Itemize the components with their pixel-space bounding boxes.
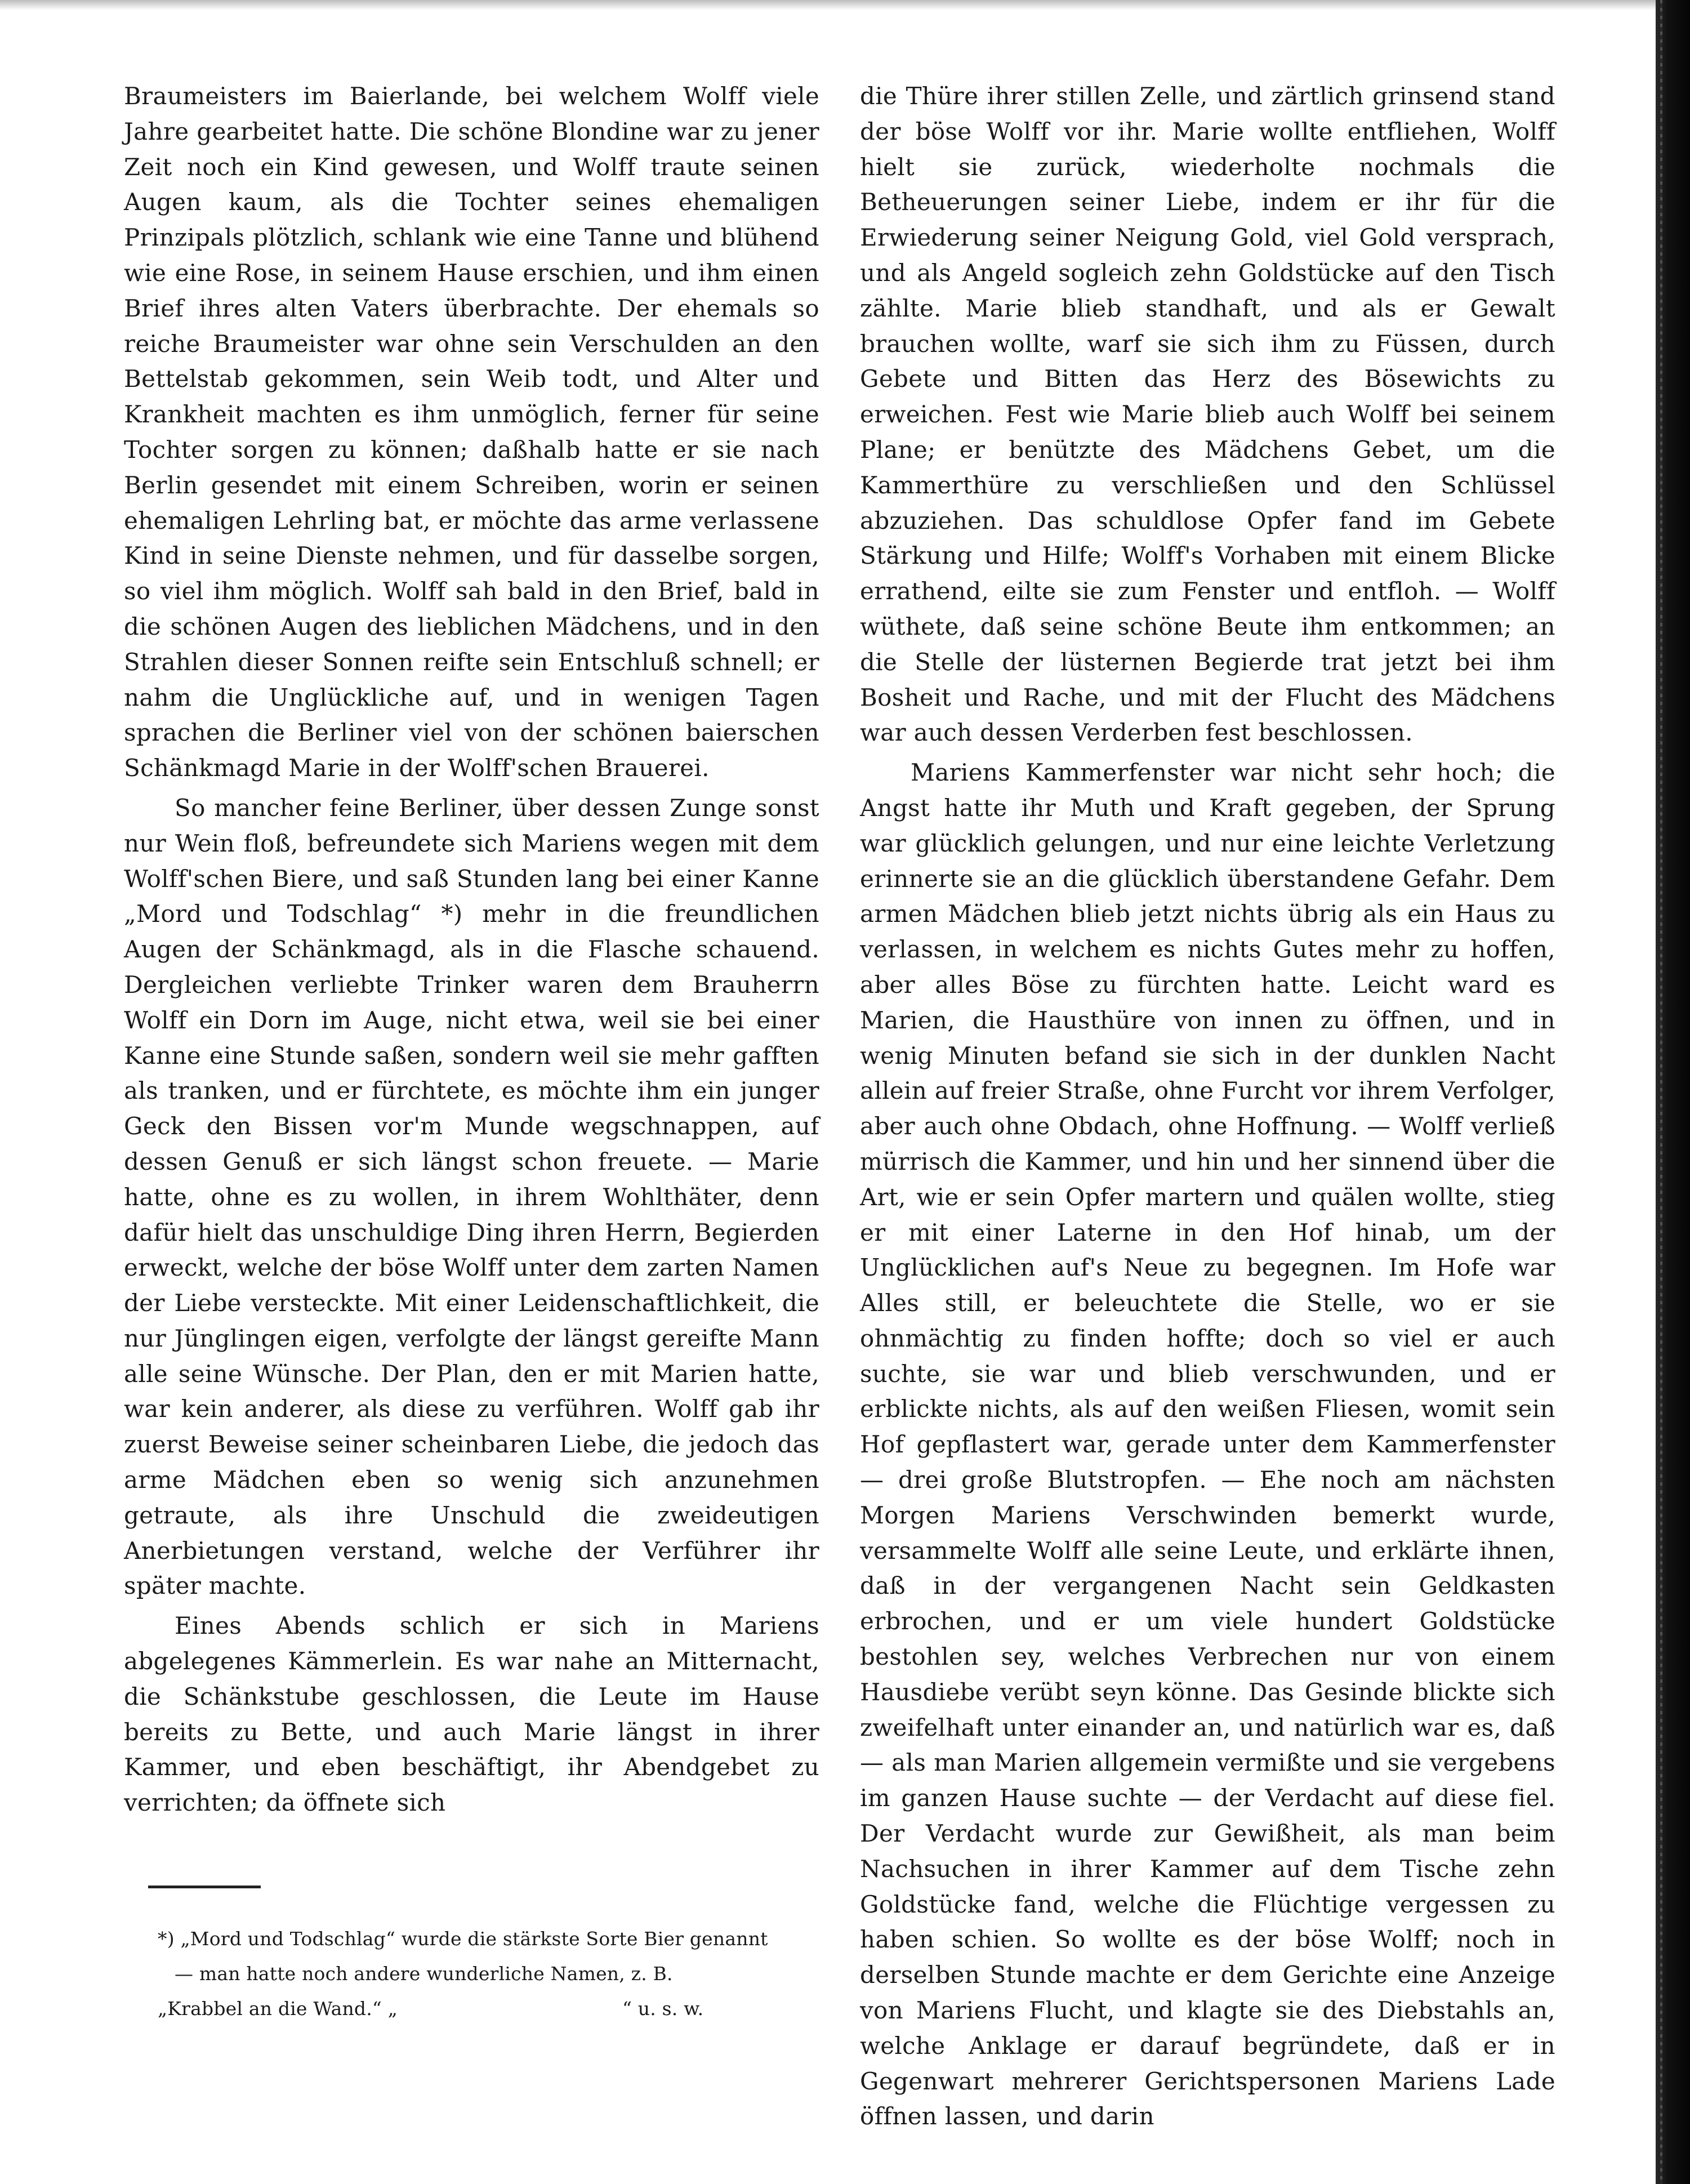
right-paragraph-2: Mariens Kammerfenster war nicht sehr hoch; die Angst hatte ihr Muth und Kraft gegeben, der Sprung war glücklich gelungen, und nur eine leichte Verletzung erinnerte sie an die glücklich überstandene Gefahr. Dem armen Mädchen blieb jetzt nichts übrig als ein Haus zu verlassen, in welchem es nichts Gutes mehr zu hoffen, aber alles Böse zu fürchten hatte. Leicht ward es Marien, die Hausthüre von innen zu öffnen, und in wenig Minuten befand sie sich in der dunklen Nacht allein auf freier Straße, ohne Furcht vor ihrem Verfolger, aber auch ohne Obdach, ohne Hoffnung. — Wolff verließ mürrisch die Kammer, und hin und her sinnend über die Art, wie er sein Opfer martern und quälen wollte, stieg er mit einer Laterne in den Hof hinab, um der Unglücklichen auf's Neue zu begegnen. Im Hofe war Alles still, er beleuchtete die Stelle, wo er sie ohnmächtig zu finden hoffte; doch so viel er auch suchte, sie war und blieb verschwunden, und er erblickte nichts, als auf den weißen Fliesen, womit sein Hof gepflastert war, gerade unter dem Kammerfenster — drei große Blutstropfen. — Ehe noch am nächsten Morgen Mariens Verschwinden bemerkt wurde, versammelte Wolff alle seine Leute, und erklärte ihnen, daß in der vergangenen Nacht sein Geldkasten erbrochen, und er um viele hundert Goldstücke bestohlen sey, welches Verbrechen nur von einem Hausdiebe verübt seyn könne. Das Gesinde blickte sich zweifelhaft unter einander an, und natürlich war es, daß — als man Marien allgemein vermißte und sie vergebens im ganzen Hause suchte — der Verdacht auf diese fiel. Der Verdacht wurde zur Gewißheit, als man beim Nachsuchen in ihrer Kammer auf dem Tische zehn Goldstücke fand, welche die Flüchtige vergessen zu haben schien. So wollte es der böse Wolff; noch in derselben Stunde machte er dem Gerichte eine Anzeige von Mariens Flucht, und klagte sie des Diebstahls an, welche Anklage er darauf begründete, daß er in Gegenwart mehrerer Gerichtspersonen Mariens Lade öffnen lassen, und darin — [860, 759, 1555, 2130]
footnote-line-3-tail: “ u. s. w. — [622, 1998, 704, 2020]
footnote — [158, 1922, 822, 2026]
footnote-line-3 — [158, 1991, 822, 2026]
left-paragraph-2: So mancher feine Berliner, über dessen Zunge sonst nur Wein floß, befreundete sich Mariens wegen mit dem Wolff'schen Biere, und saß Stunden lang bei einer Kanne „Mord und Todschlag“ *) mehr in die freundlichen Augen der Schänkmagd, als in die Flasche schauend. Dergleichen verliebte Trinker waren dem Brauherrn Wolff ein Dorn im Auge, nicht etwa, weil sie bei einer Kanne eine Stunde saßen, sondern weil sie mehr gafften als tranken, und er fürchtete, es möchte ihm ein junger Geck den Bissen vor'm Munde wegschnappen, auf dessen Genuß er sich längst schon freuete. — Marie hatte, ohne es zu wollen, in ihrem Wohlthäter, denn dafür hielt das unschuldige Ding ihren Herrn, Begierden erweckt, welche der böse Wolff unter dem zarten Namen der Liebe versteckte. Mit einer Leidenschaftlichkeit, die nur Jünglingen eigen, verfolgte der längst gereifte Mann alle seine Wünsche. Der Plan, den er mit Marien hatte, war kein anderer, als diese zu verführen. Wolff gab ihr zuerst Beweise seiner scheinbaren Liebe, die jedoch das arme Mädchen eben so wenig sich anzunehmen getraute, als ihre Unschuld die zweideutigen Anerbietungen verstand, welche der Verführer ihr später machte. — [124, 794, 819, 1600]
footnote-line-1: *) „Mord und Todschlag“ wurde die stärkste Sorte Bier genannt — [158, 1928, 768, 1950]
book-spine-edge — [1656, 0, 1690, 2184]
right-paragraph-1: die Thüre ihrer stillen Zelle, und zärtlich grinsend stand der böse Wolff vor ihr. Marie wollte entfliehen, Wolff hielt sie zurück, wiederholte nochmals die Betheuerungen seiner Liebe, indem er ihr für die Erwiederung seiner Neigung Gold, viel Gold versprach, und als Angeld sogleich zehn Goldstücke auf den Tisch zählte. Marie blieb standhaft, und als er Gewalt brauchen wollte, warf sie sich ihm zu Füssen, durch Gebete und Bitten das Herz des Bösewichts zu erweichen. Fest wie Marie blieb auch Wolff bei seinem Plane; er benützte des Mädchens Gebet, um die Kammerthüre zu verschließen und den Schlüssel abzuziehen. Das schuldlose Opfer fand im Gebete Stärkung und Hilfe; Wolff's Vorhaben mit einem Blicke errathend, eilte sie zum Fenster und entfloh. — Wolff wüthete, daß seine schöne Beute ihm entkommen; an die Stelle der lüsternen Begierde trat jetzt bei ihm Bosheit und Rache, und mit der Flucht des Mädchens war auch dessen Verderben fest beschlossen. — [860, 82, 1555, 747]
right-column — [860, 79, 1555, 2134]
left-paragraph-3: Eines Abends schlich er sich in Mariens abgelegenes Kämmerlein. Es war nahe an Mitternacht, die Schänkstube geschlossen, die Leute im Hause bereits zu Bette, und auch Marie längst in ihrer Kammer, und eben beschäftigt, ihr Abendgebet zu verrichten; da öffnete sich — [124, 1612, 819, 1817]
footnote-line-2: — man hatte noch andere wunderliche Namen, z. B. — [175, 1963, 673, 1985]
page-top-edge — [0, 0, 1656, 10]
left-column — [124, 79, 819, 1821]
left-paragraph-1: Braumeisters im Baierlande, bei welchem Wolff viele Jahre gearbeitet hatte. Die schöne Blondine war zu jener Zeit noch ein Kind gewesen, und Wolff traute seinen Augen kaum, als die Tochter seines ehemaligen Prinzipals plötzlich, schlank wie eine Tanne und blühend wie eine Rose, in seinem Hause erschien, und ihm einen Brief ihres alten Vaters überbrachte. Der ehemals so reiche Braumeister war ohne sein Verschulden an den Bettelstab gekommen, sein Weib todt, und Alter und Krankheit machten es ihm unmöglich, ferner für seine Tochter sorgen zu können; daßhalb hatte er sie nach Berlin gesendet mit einem Schreiben, worin er seinen ehemaligen Lehrling bat, er möchte das arme verlassene Kind in seine Dienste nehmen, und für dasselbe sorgen, so viel ihm möglich. Wolff sah bald in den Brief, bald in die schönen Augen des lieblichen Mädchens, und in den Strahlen dieser Sonnen reifte sein Entschluß schnell; er nahm die Unglückliche auf, und in wenigen Tagen sprachen die Berliner viel von der schönen baierschen Schänkmagd Marie in der Wolff'schen Brauerei. — [124, 82, 819, 782]
footnote-separator — [148, 1886, 261, 1888]
footnote-line-3-text: „Krabbel an die Wand.“ „ — [158, 1998, 398, 2020]
page-bottom-edge — [23, 2143, 1644, 2165]
